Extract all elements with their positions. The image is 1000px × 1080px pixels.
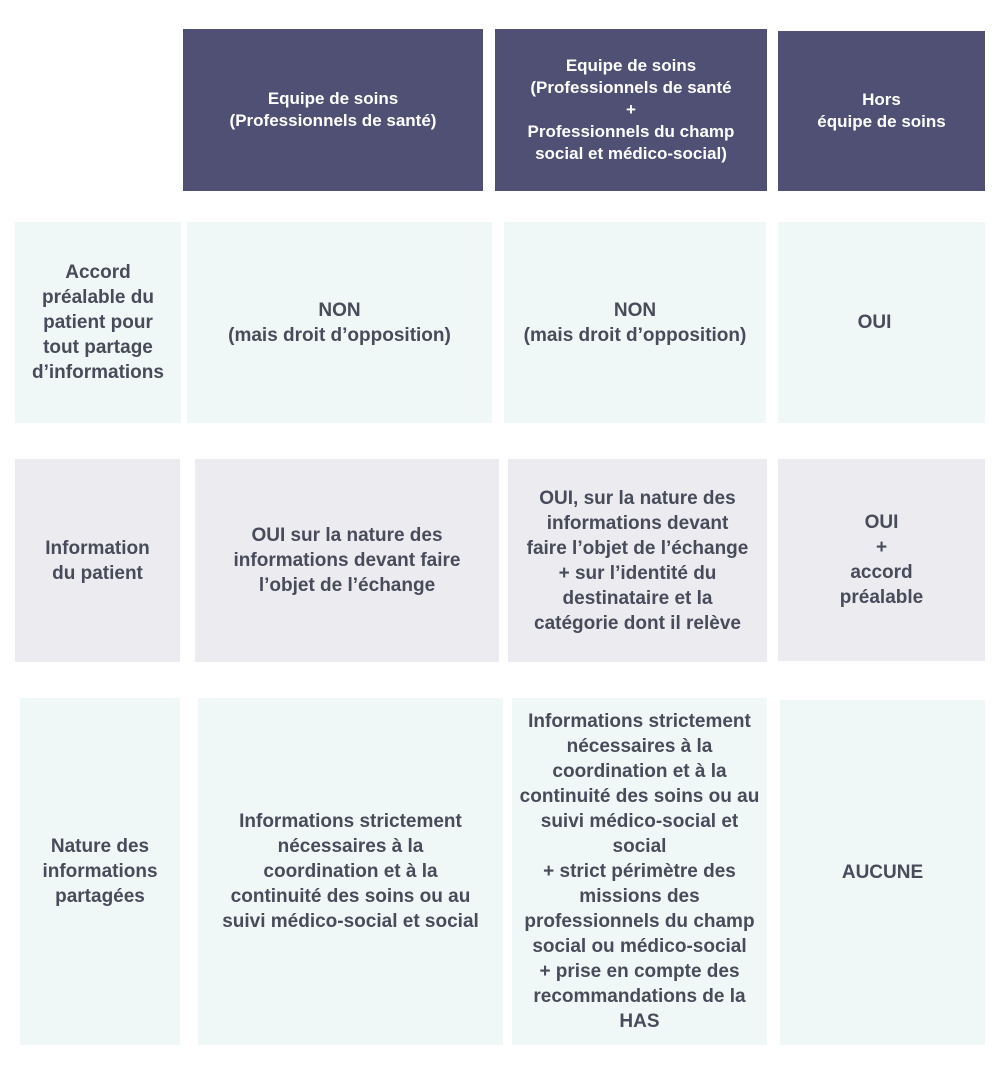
header-label: Hors équipe de soins bbox=[817, 90, 946, 131]
cell-text: OUI + accord préalable bbox=[839, 512, 924, 608]
header-equipe-soins-social bbox=[495, 29, 767, 191]
header-equipe-soins bbox=[183, 29, 483, 191]
cell-information-equipe-soins bbox=[195, 459, 499, 662]
row-label-accord bbox=[15, 222, 181, 423]
header-hors-equipe bbox=[778, 31, 985, 191]
row-label: Accord préalable du patient pour tout partage d’informations bbox=[32, 262, 164, 383]
row-label: Nature des informations partagées bbox=[42, 836, 158, 907]
cell-information-equipe-soins-social bbox=[508, 459, 767, 662]
cell-text: AUCUNE bbox=[841, 862, 924, 883]
cell-text: NON (mais droit d’opposition) bbox=[228, 299, 451, 346]
row-label-information bbox=[15, 459, 180, 662]
cell-text: Informations strictement nécessaires à la coordination et à la continuité des soins ou au suivi médico-social et social + strict périmètre des missions des professionnels du champ social ou médico-social + prise en compte des recommandations de la HAS bbox=[519, 711, 760, 1032]
cell-accord-equipe-soins-social bbox=[504, 222, 766, 423]
cell-nature-equipe-soins bbox=[198, 698, 503, 1045]
cell-text: OUI sur la nature des informations devant faire l’objet de l’échange bbox=[233, 525, 461, 596]
cell-accord-equipe-soins bbox=[187, 222, 492, 423]
cell-nature-equipe-soins-social bbox=[512, 698, 767, 1045]
cell-nature-hors-equipe bbox=[780, 700, 985, 1045]
cell-text: OUI, sur la nature des informations devant faire l’objet de l’échange + sur l’identité du destinataire et la catégorie dont il relève bbox=[526, 487, 749, 634]
header-label: Equipe de soins (Professionnels de santé) bbox=[229, 89, 437, 130]
cell-text: NON (mais droit d’opposition) bbox=[523, 299, 747, 346]
cell-text: OUI bbox=[857, 312, 892, 333]
cell-text: Informations strictement nécessaires à la coordination et à la continuité des soins ou au suivi médico-social et social bbox=[222, 811, 479, 932]
row-label-nature bbox=[20, 698, 180, 1045]
cell-accord-hors-equipe bbox=[778, 222, 985, 423]
header-label: Equipe de soins (Professionnels de santé + Professionnels du champ social et médico-social) bbox=[527, 56, 735, 163]
cell-information-hors-equipe bbox=[778, 459, 985, 661]
row-label: Information du patient bbox=[45, 537, 150, 584]
